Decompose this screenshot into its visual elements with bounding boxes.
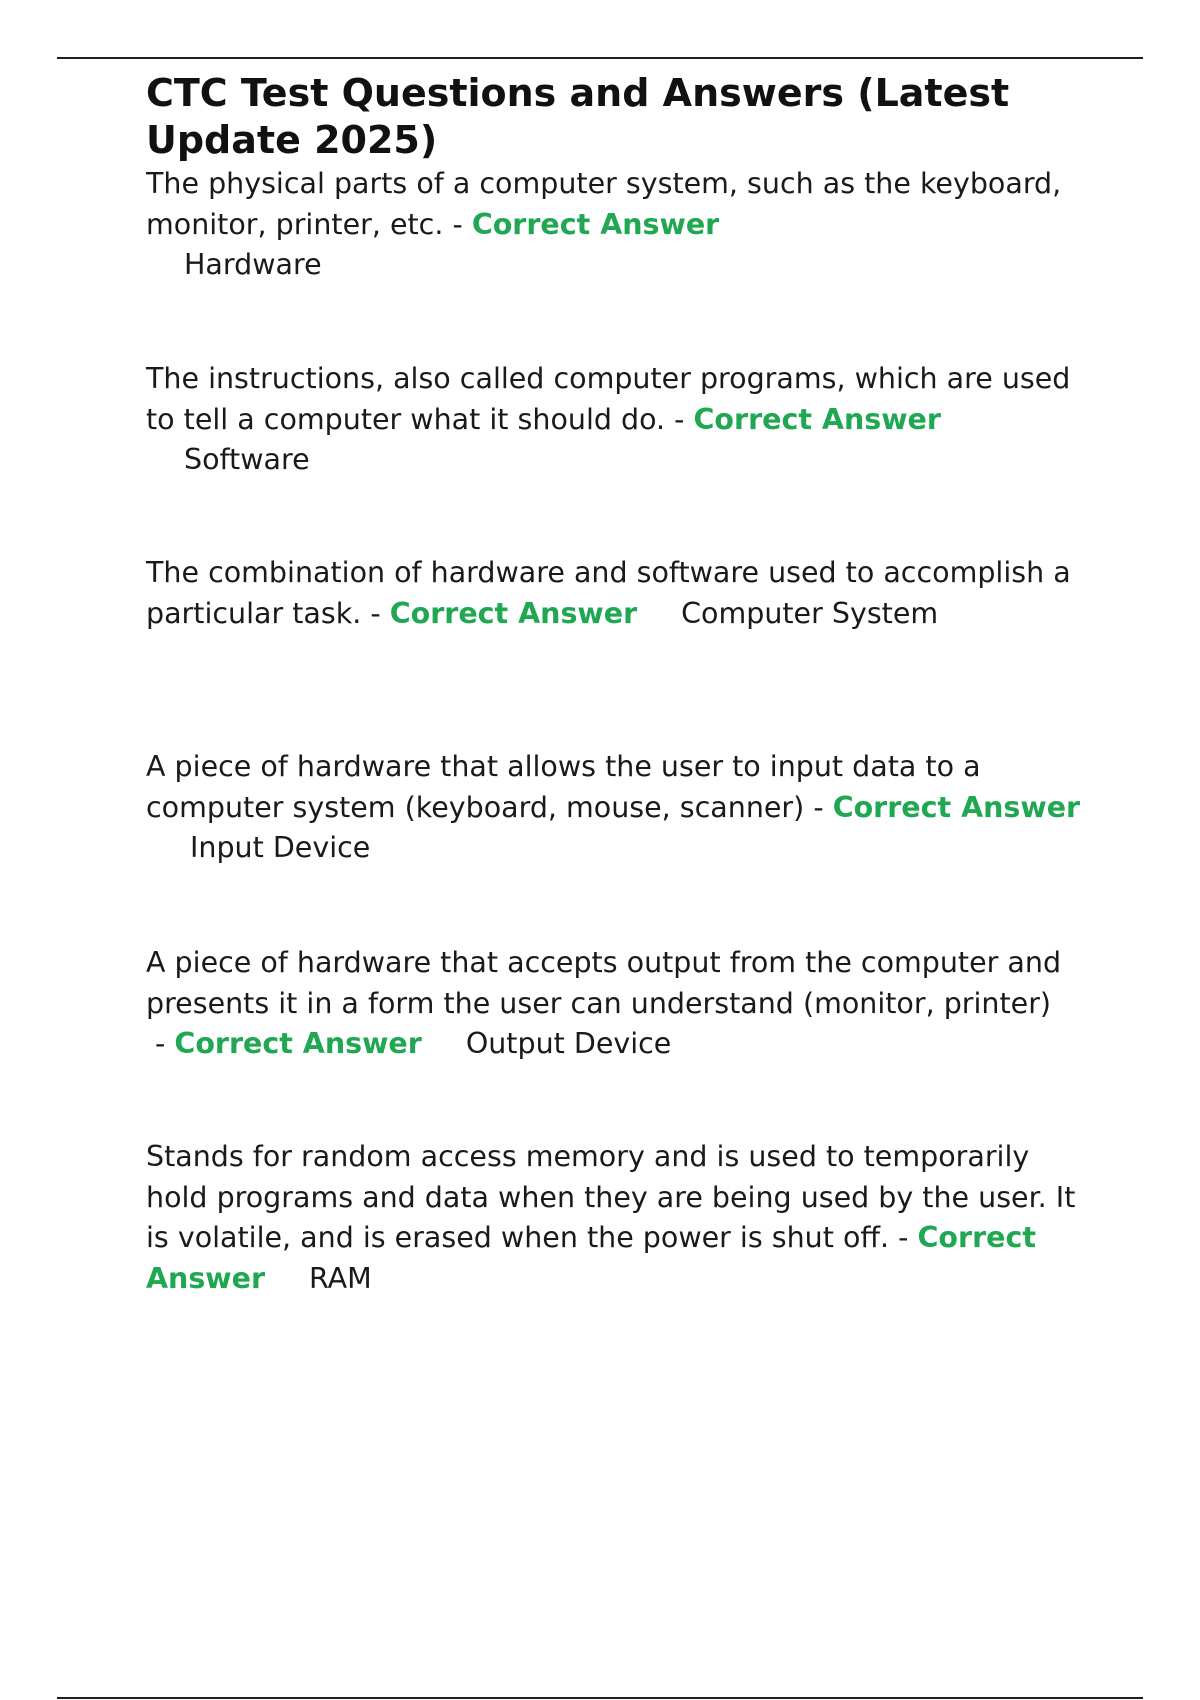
question-text: A piece of hardware that accepts output from the computer and presents it in a form the user can understand (monitor, printer): [146, 946, 1062, 1020]
correct-answer-label: Correct Answer: [146, 1221, 1036, 1295]
answer-text: Software: [184, 443, 310, 476]
separator: -: [443, 207, 472, 241]
answer-text: RAM: [309, 1261, 372, 1295]
qa-item-5: [146, 943, 1091, 1065]
qa-item-3: [146, 553, 1091, 634]
qa-item-4: [146, 747, 1091, 869]
separator: -: [361, 596, 390, 630]
answer-text: Input Device: [190, 831, 371, 864]
qa-item-1: [146, 164, 1091, 286]
correct-answer-label: Correct Answer: [693, 402, 941, 436]
answer-text: Computer System: [681, 596, 939, 630]
qa-item-2: [146, 359, 1091, 481]
correct-answer-label: Correct Answer: [389, 596, 638, 630]
question-text: Stands for random access memory and is used to temporarily hold programs and data when they are being used by the user. It is volatile, and is erased when the power is shut off.: [146, 1140, 1076, 1254]
separator: -: [804, 790, 833, 824]
question-text: The physical parts of a computer system, such as the keyboard, monitor, printer, etc.: [146, 167, 1062, 241]
question-text: A piece of hardware that allows the user to input data to a computer system (keyboard, mouse, scanner): [146, 750, 981, 824]
bottom-rule: [57, 1697, 1143, 1699]
correct-answer-label: Correct Answer: [174, 1027, 422, 1060]
question-text: The instructions, also called computer programs, which are used to tell a computer what it should do.: [146, 362, 1071, 436]
separator: -: [889, 1221, 918, 1254]
separator: -: [146, 1027, 175, 1060]
answer-text: Output Device: [465, 1027, 672, 1060]
correct-answer-label: Correct Answer: [471, 207, 720, 241]
question-text: The combination of hardware and software used to accomplish a particular task.: [146, 556, 1071, 630]
qa-item-6: [146, 1137, 1091, 1299]
answer-text: Hardware: [184, 248, 322, 281]
separator: -: [665, 402, 694, 436]
document-title: CTC Test Questions and Answers (Latest Update 2025): [146, 71, 1010, 162]
correct-answer-label: Correct Answer: [832, 790, 1081, 824]
top-rule: [57, 57, 1143, 59]
